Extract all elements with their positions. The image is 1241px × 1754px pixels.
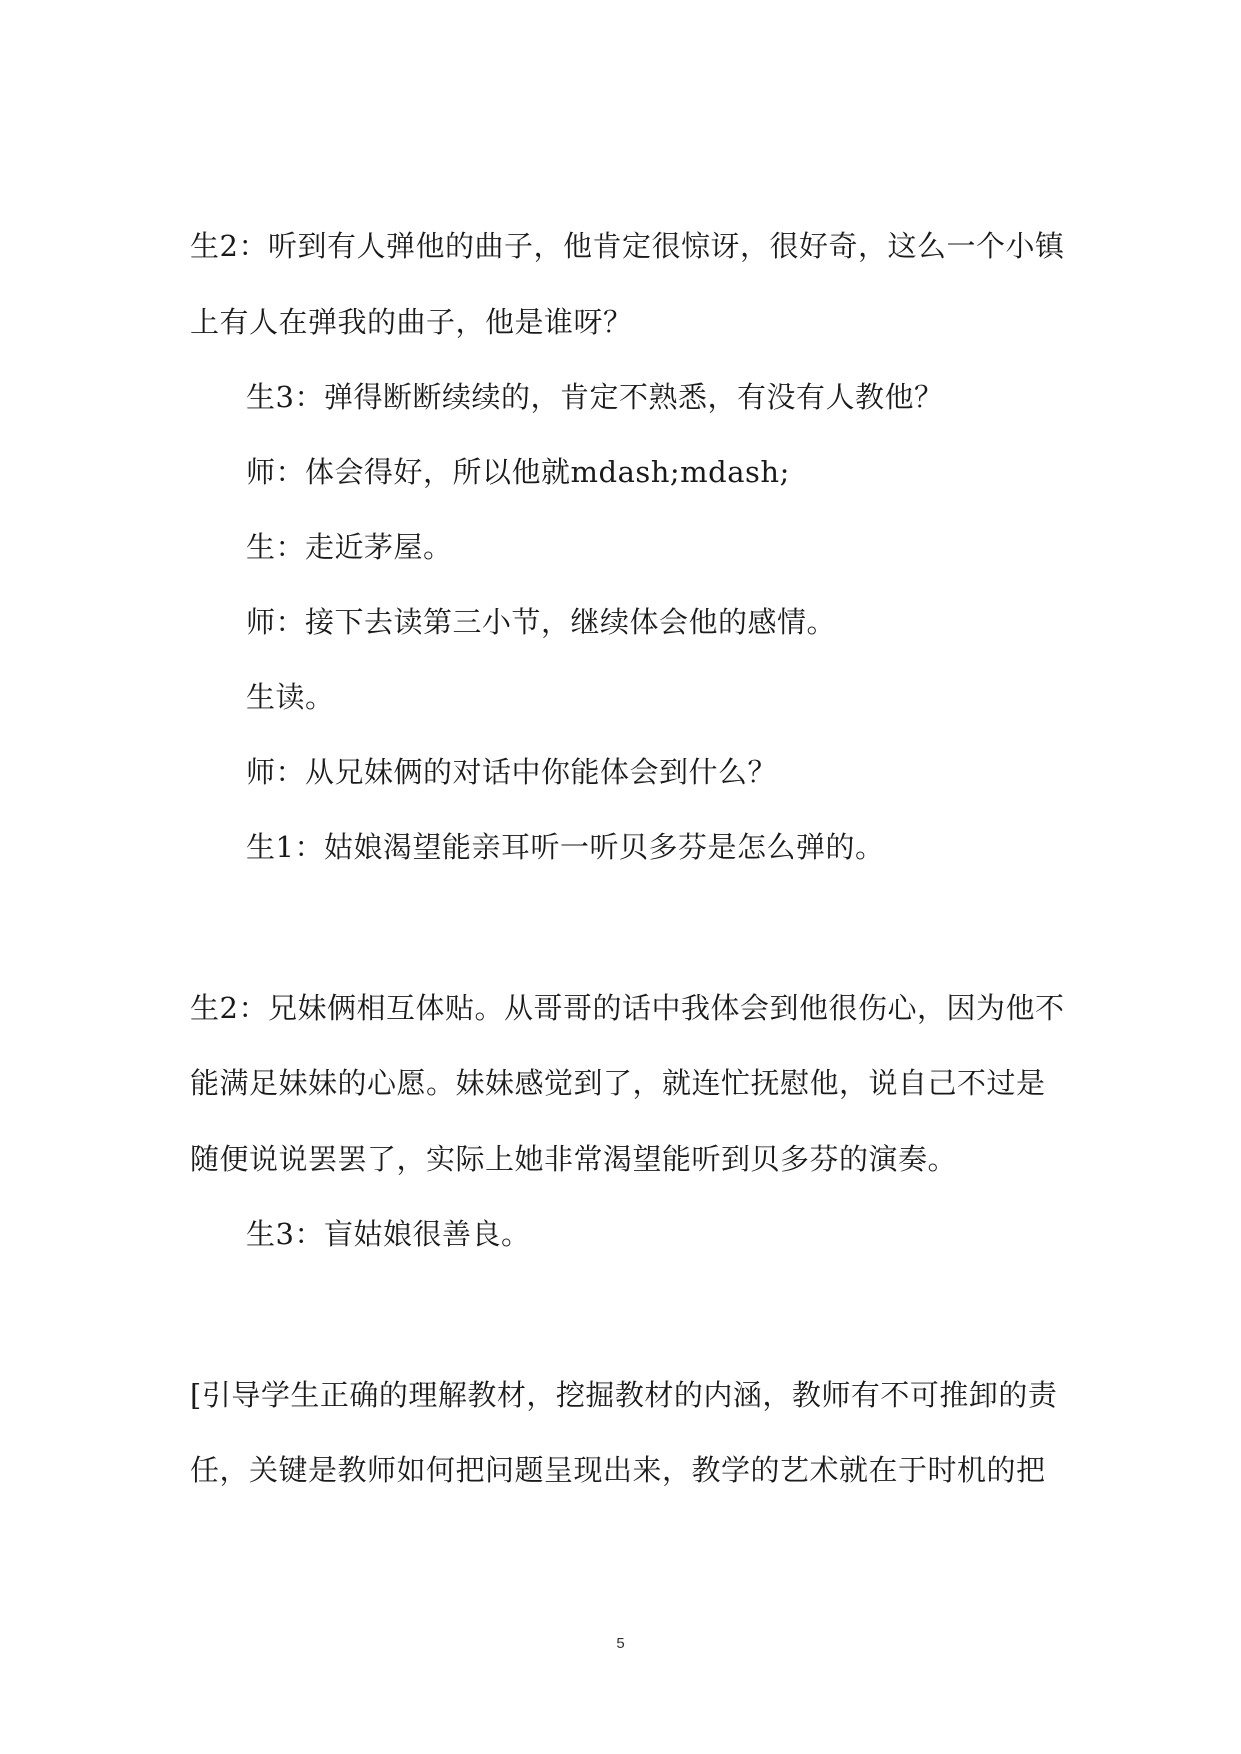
paragraph-line: 上有人在弹我的曲子，他是谁呀？ (190, 305, 633, 339)
paragraph-line: 生3：弹得断断续续的，肯定不熟悉，有没有人教他？ (246, 380, 944, 414)
paragraph-line: 生2：听到有人弹他的曲子，他肯定很惊讶，很好奇，这么一个小镇 (190, 229, 1065, 263)
paragraph-line: 生1：姑娘渴望能亲耳听一听贝多芬是怎么弹的。 (246, 830, 885, 864)
paragraph-line: 师：从兄妹俩的对话中你能体会到什么？ (246, 755, 778, 789)
page-number: 5 (616, 1635, 625, 1652)
paragraph-line: 生读。 (246, 680, 335, 714)
paragraph-line: 随便说说罢罢了，实际上她非常渴望能听到贝多芬的演奏。 (190, 1142, 958, 1176)
paragraph-line: 生2：兄妹俩相互体贴。从哥哥的话中我体会到他很伤心，因为他不 (190, 991, 1065, 1025)
paragraph-line: 生：走近茅屋。 (246, 530, 453, 564)
paragraph-line: 师：接下去读第三小节，继续体会他的感情。 (246, 605, 837, 639)
paragraph-line: 能满足妹妹的心愿。妹妹感觉到了，就连忙抚慰他，说自己不过是 (190, 1066, 1046, 1100)
paragraph-line: 任，关键是教师如何把问题呈现出来，教学的艺术就在于时机的把 (190, 1453, 1046, 1487)
paragraph-line: 生3：盲姑娘很善良。 (246, 1217, 531, 1251)
paragraph-line: 师：体会得好，所以他就mdash;mdash; (246, 455, 790, 489)
paragraph-line: [引导学生正确的理解教材，挖掘教材的内涵，教师有不可推卸的责 (190, 1378, 1058, 1412)
